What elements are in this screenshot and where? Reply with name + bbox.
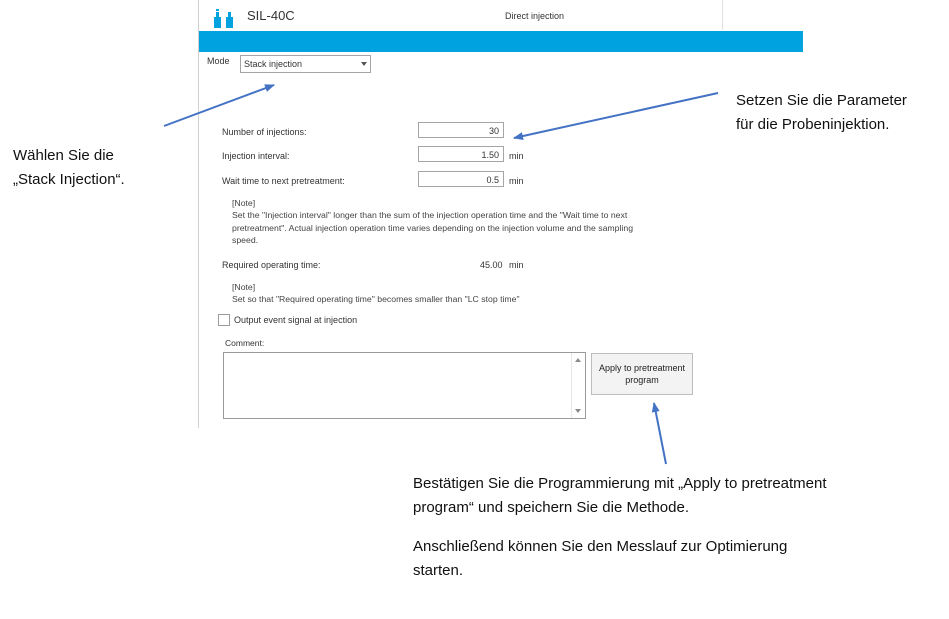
annotation-set-params [736, 89, 907, 137]
wait-label: Wait time to next pretreatment: [222, 176, 345, 186]
event-signal-label: Output event signal at injection [234, 315, 358, 325]
wait-field[interactable]: 0.5 [418, 171, 504, 187]
note-line: pretreatment". Actual injection operation time varies depending on the injection volume and the sampling [232, 222, 634, 233]
apply-button-line: program [625, 375, 659, 385]
note-title: [Note] [232, 282, 256, 292]
apply-button-line: Apply to pretreatment [598, 363, 686, 373]
note-stop-time [232, 281, 520, 306]
annotation-line: Setzen Sie die Parameter [736, 92, 907, 109]
note-line: speed. [232, 235, 259, 246]
annotation-line: Anschließend können Sie den Messlauf zur Optimierung [413, 538, 788, 555]
mode-selected-value: Stack injection [244, 59, 303, 69]
wait-unit: min [509, 176, 524, 186]
apply-to-pretreatment-button[interactable] [591, 353, 693, 395]
accent-bar [199, 31, 803, 52]
mode-label: Mode [207, 56, 230, 66]
injections-label: Number of injections: [222, 127, 307, 137]
annotation-start-run [413, 535, 787, 583]
scroll-up-icon[interactable] [575, 358, 581, 362]
annotation-line: „Stack Injection“. [13, 171, 125, 188]
comment-scrollbar[interactable] [571, 353, 585, 418]
annotation-line: starten. [413, 562, 464, 579]
required-time-label: Required operating time: [222, 260, 321, 270]
annotation-line: Wählen Sie die [13, 147, 114, 164]
required-time-unit: min [509, 260, 524, 270]
annotation-line: Bestätigen Sie die Programmierung mit „Apply to pretreatment [413, 475, 827, 492]
interval-field[interactable]: 1.50 [418, 146, 504, 162]
note-line: Set so that "Required operating time" becomes smaller than "LC stop time" [232, 294, 520, 305]
required-time-value: 45.00 [480, 260, 503, 270]
chevron-down-icon [361, 62, 367, 66]
note-line: Set the "Injection interval" longer than the sum of the injection operation time and the "Wait time to next [232, 210, 628, 221]
note-title: [Note] [232, 198, 256, 208]
mode-dropdown[interactable] [240, 55, 371, 73]
title-divider [722, 0, 723, 30]
scroll-down-icon[interactable] [575, 409, 581, 413]
annotation-confirm [413, 472, 827, 520]
event-signal-checkbox[interactable] [218, 314, 230, 326]
annotation-line: program“ und speichern Sie die Methode. [413, 499, 689, 516]
autosampler-icon [212, 9, 236, 29]
comment-textarea[interactable] [223, 352, 586, 419]
dialog-left-border [198, 0, 199, 428]
note-interval [232, 197, 633, 247]
interval-unit: min [509, 151, 524, 161]
dialog-title: Direct injection [505, 11, 565, 21]
comment-label: Comment: [225, 338, 265, 348]
injections-field[interactable]: 30 [418, 122, 504, 138]
interval-label: Injection interval: [222, 151, 290, 161]
annotation-line: für die Probeninjektion. [736, 116, 890, 133]
annotation-select-mode [13, 144, 125, 192]
instrument-model: SIL-40C [247, 8, 295, 23]
